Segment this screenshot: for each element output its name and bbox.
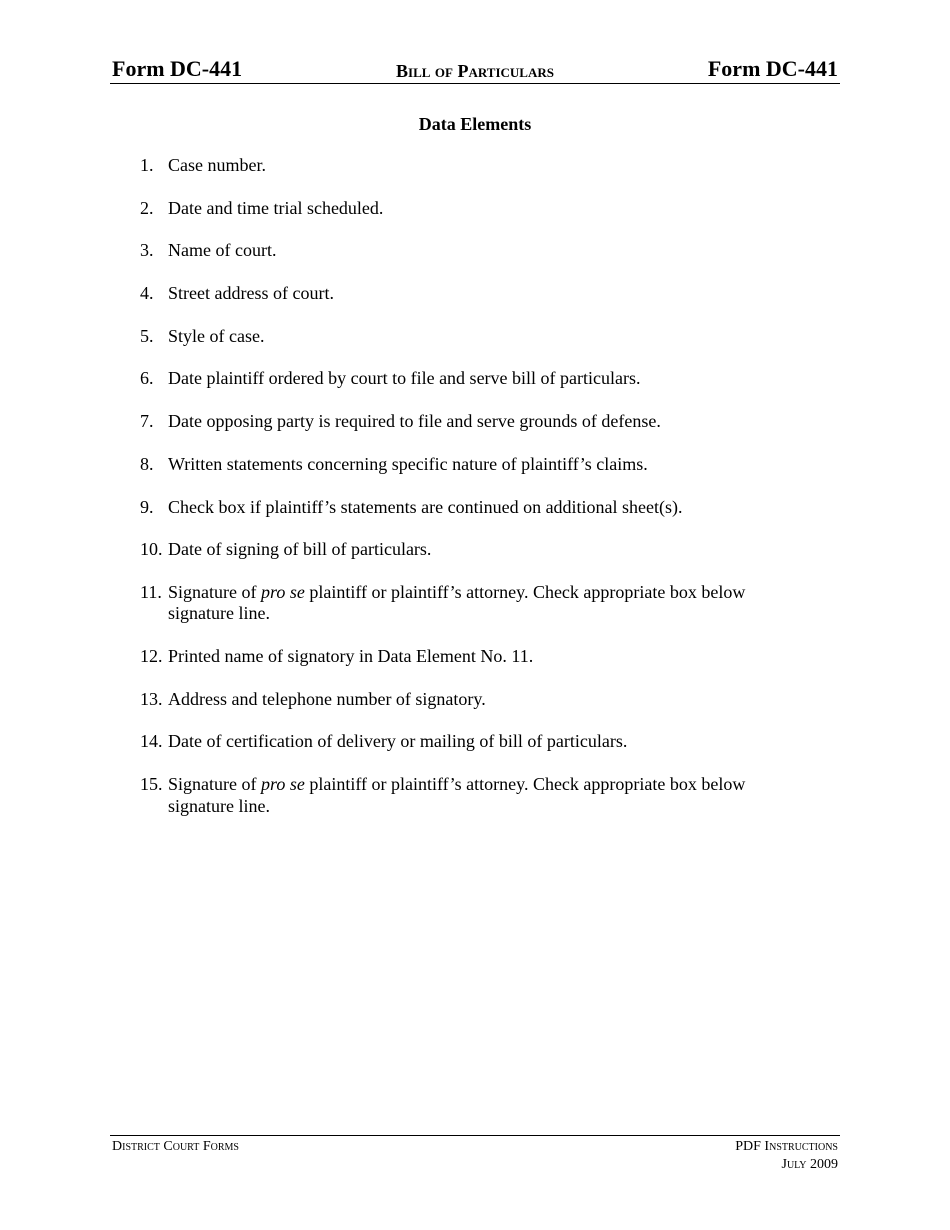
item-number: 10. [140, 539, 163, 560]
item-number: 7. [140, 411, 154, 432]
list-item [140, 774, 800, 817]
footer-left-label: District Court Forms [112, 1139, 239, 1154]
item-text: Address and telephone number of signatory. [168, 688, 486, 709]
item-text: Case number. [168, 155, 266, 175]
item-number: 14. [140, 731, 163, 752]
list-item [140, 454, 800, 476]
item-number: 6. [140, 368, 154, 389]
item-text-post: plaintiff or plaintiff’s attorney. Check appropriate box below signature line. [168, 774, 746, 816]
page-footer [110, 1135, 840, 1172]
item-number: 12. [140, 646, 163, 667]
item-number: 3. [140, 240, 154, 261]
data-elements-list [140, 155, 800, 838]
item-text-post: plaintiff or plaintiff’s attorney. Check appropriate box below signature line. [168, 581, 746, 624]
item-text: Printed name of signatory in Data Element No. 11. [168, 646, 534, 667]
list-item [140, 646, 800, 668]
list-item [140, 497, 800, 519]
list-item [140, 731, 800, 753]
item-text: Style of case. [168, 325, 265, 346]
item-number: 1. [140, 155, 154, 175]
item-text-emphasis: pro se [260, 581, 305, 602]
item-text: Date and time trial scheduled. [168, 197, 384, 218]
item-number: 11. [140, 581, 162, 602]
item-text-pre: Signature of [168, 581, 261, 602]
item-number: 2. [140, 197, 154, 218]
item-number: 4. [140, 283, 154, 304]
list-item [140, 240, 800, 262]
item-text: Date of signing of bill of particulars. [168, 539, 432, 560]
footer-right-block [735, 1138, 838, 1174]
item-text [168, 582, 745, 624]
item-text: Name of court. [168, 240, 277, 261]
item-text-emphasis: pro se [260, 774, 305, 795]
form-number-left: Form DC-441 [112, 56, 243, 81]
item-number: 8. [140, 453, 154, 474]
item-text: Check box if plaintiff’s statements are continued on additional sheet(s). [168, 496, 683, 517]
document-title: Bill of Particulars [396, 61, 554, 81]
list-item [140, 689, 800, 711]
footer-instructions-label: PDF Instructions [735, 1139, 838, 1154]
item-number: 15. [140, 774, 163, 795]
page-header [110, 56, 840, 84]
list-item [140, 582, 800, 625]
item-text: Date plaintiff ordered by court to file and serve bill of particulars. [168, 368, 641, 389]
item-text-pre: Signature of [168, 774, 261, 795]
item-text: Date opposing party is required to file and serve grounds of defense. [168, 411, 661, 432]
item-text: Date of certification of delivery or mailing of bill of particulars. [168, 731, 628, 752]
footer-date: July 2009 [781, 1157, 838, 1172]
item-number: 9. [140, 496, 154, 517]
list-item [140, 368, 800, 390]
list-item [140, 539, 800, 561]
section-title: Data Elements [418, 114, 532, 134]
form-number-right: Form DC-441 [707, 56, 838, 81]
item-text: Street address of court. [168, 283, 334, 304]
list-item [140, 326, 800, 348]
item-number: 5. [140, 325, 154, 346]
item-text [168, 774, 745, 816]
list-item [140, 283, 800, 305]
item-number: 13. [140, 688, 163, 709]
list-item [140, 198, 800, 220]
list-item [140, 411, 800, 433]
list-item [140, 155, 800, 177]
item-text: Written statements concerning specific nature of plaintiff’s claims. [168, 453, 648, 474]
